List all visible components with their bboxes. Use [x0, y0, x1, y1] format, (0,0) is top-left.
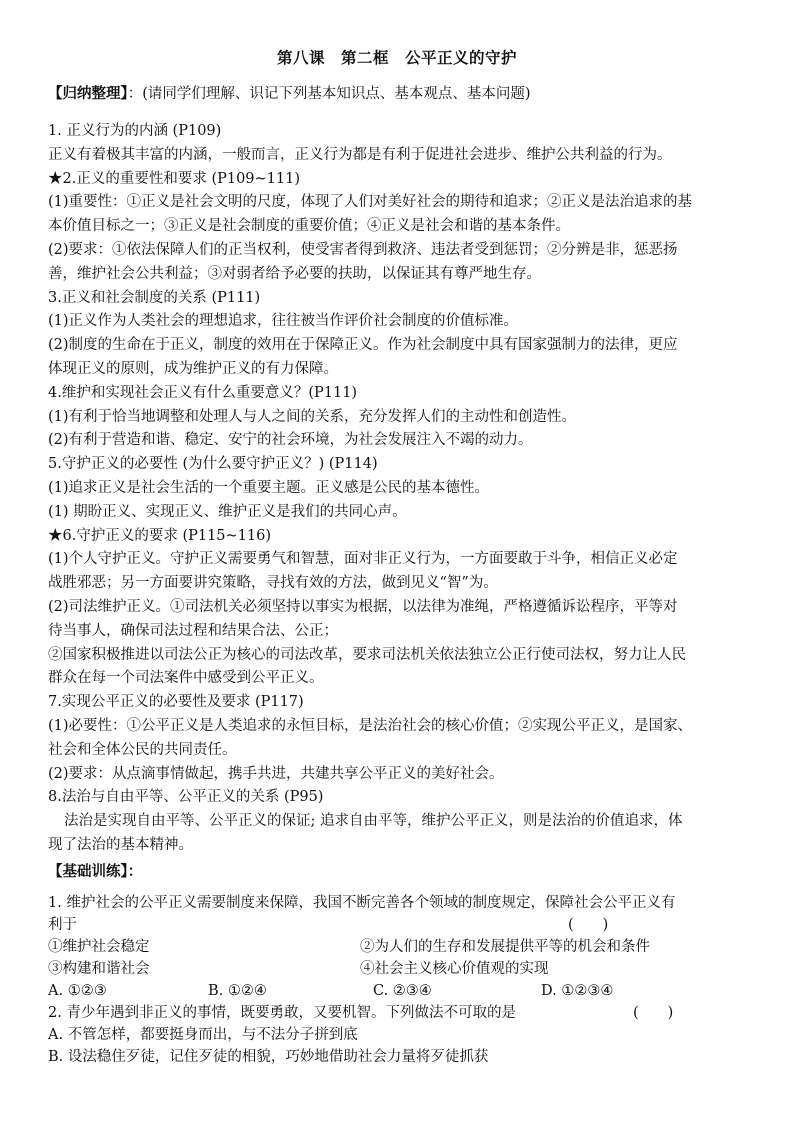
body-line: 8.法治与自由平等、公平正义的关系 (P95): [48, 789, 324, 806]
q1-option-3: ③构建和谐社会: [48, 961, 150, 977]
page-title: 第八课 第二框 公平正义的守护: [276, 48, 517, 67]
body-line: 待当事人，确保司法过程和结果合法、公正；: [48, 622, 338, 639]
body-line: 社会和全体公民的共同责任。: [48, 741, 237, 758]
summary-header: [48, 82, 531, 103]
body-line: (1)正义作为人类社会的理想追求，往往被当作评价社会制度的价值标准。: [48, 313, 519, 330]
q1-choice-d: D. ①②③④: [541, 983, 614, 999]
q2-answer-paren: ( ): [633, 1005, 674, 1021]
training-header: [48, 860, 142, 881]
body-line: (1)追求正义是社会生活的一个重要主题。正义感是公民的基本德性。: [48, 479, 490, 496]
q1-choice-a: A. ①②③: [48, 983, 107, 999]
body-line: 群众在每一个司法案件中感受到公平正义。: [48, 670, 324, 687]
body-line: 体现正义的原则，成为维护正义的有力保障。: [48, 360, 338, 377]
summary-body: [48, 120, 758, 858]
q2-choice-a: A. 不管怎样，都要挺身而出，与不法分子拼到底: [48, 1027, 358, 1043]
q1-option-2: ②为人们的生存和发展提供平等的机会和条件: [360, 939, 650, 955]
exercises: [48, 892, 768, 1068]
q2-stem: 2. 青少年遇到非正义的事情，既要勇敢，又要机智。下列做法不可取的是: [48, 1005, 516, 1021]
q1-stem-line2: [48, 914, 768, 936]
q2-stem-line: [48, 1002, 768, 1024]
body-line: (2)制度的生命在于正义，制度的效用在于保障正义。作为社会制度中具有国家强制力的法律，更应: [48, 337, 678, 354]
q1-option-1: ①维护社会稳定: [48, 939, 150, 955]
body-line: (2)有利于营造和谐、稳定、安宁的社会环境，为社会发展注入不竭的动力。: [48, 432, 533, 449]
body-line: 1. 正义行为的内涵 (P109): [48, 123, 222, 139]
body-line: (2)司法维护正义。①司法机关必须坚持以事实为根据，以法律为准绳，严格遵循诉讼程序，平等对: [48, 598, 678, 615]
body-line: (1)重要性：①正义是社会文明的尺度，体现了人们对美好社会的期待和追求；②正义是法治追求的基: [48, 194, 693, 211]
summary-header-label: 【归纳整理】: [48, 85, 128, 102]
body-line: 战胜邪恶；另一方面要讲究策略，寻找有效的方法，做到见义“智”为。: [48, 575, 498, 592]
body-line: 7.实现公平正义的必要性及要求 (P117): [48, 694, 304, 711]
body-line: 现了法治的基本精神。: [48, 836, 193, 853]
q1-options-row2: [48, 958, 768, 980]
body-line: (2)要求：①依法保障人们的正当权利，使受害者得到救济、违法者受到惩罚；②分辨是非，惩恶扬: [48, 241, 678, 258]
body-line: 正义有着极其丰富的内涵，一般而言，正义行为都是有利于促进社会进步、维护公共利益的行为。: [48, 146, 672, 163]
body-line: ★6.守护正义的要求 (P115~116): [48, 527, 272, 544]
training-header-colon: ：: [127, 863, 143, 880]
q1-answer-paren: ( ): [568, 917, 609, 933]
body-line: (1) 期盼正义、实现正义、维护正义是我们的共同心声。: [48, 503, 407, 520]
q1-stem-end: 利于: [48, 917, 77, 933]
body-line: 4.维护和实现社会正义有什么重要意义？(P111): [48, 384, 358, 401]
training-header-label: 【基础训练】: [48, 863, 128, 880]
body-line: (1)有利于恰当地调整和处理人与人之间的关系，充分发挥人们的主动性和创造性。: [48, 408, 577, 425]
body-line: 5.守护正义的必要性 (为什么要守护正义？) (P114): [48, 456, 378, 473]
body-line: 法治是实现自由平等、公平正义的保证; 追求自由平等，维护公平正义，则是法治的价值追求，体: [64, 813, 683, 830]
body-line: (2)要求：从点滴事情做起，携手共进，共建共享公平正义的美好社会。: [48, 765, 504, 782]
summary-header-note: ：(请同学们理解、识记下列基本知识点、基本观点、基本问题): [127, 86, 531, 102]
body-line: 善，维护社会公共利益；③对弱者给予必要的扶助，以保证其有尊严地生存。: [48, 265, 541, 282]
q1-choices: [48, 980, 768, 1002]
body-line: ②国家积极推进以司法公正为核心的司法改革，要求司法机关依法独立公正行使司法权，努力让人民: [48, 646, 686, 663]
q1-options-row1: [48, 936, 768, 958]
body-line: 3.正义和社会制度的关系 (P111): [48, 289, 261, 306]
q1-stem-line1: 1. 维护社会的公平正义需要制度来保障，我国不断完善各个领域的制度规定，保障社会公平正义有: [48, 895, 676, 911]
body-line: (1)个人守护正义。守护正义需要勇气和智慧，面对非正义行为，一方面要敢于斗争，相信正义必定: [48, 551, 678, 568]
body-line: ★2.正义的重要性和要求 (P109~111): [48, 170, 301, 187]
body-line: (1)必要性：①公平正义是人类追求的永恒目标，是法治社会的核心价值；②实现公平正义，是国家、: [48, 717, 693, 734]
body-line: 本价值目标之一；③正义是社会制度的重要价值；④正义是社会和谐的基本条件。: [48, 218, 570, 235]
q1-option-4: ④社会主义核心价值观的实现: [360, 961, 549, 977]
q1-choice-b: B. ①②④: [208, 983, 267, 999]
q2-choice-b: B. 设法稳住歹徒，记住歹徒的相貌，巧妙地借助社会力量将歹徒抓获: [48, 1049, 489, 1065]
q1-choice-c: C. ②③④: [373, 983, 432, 999]
